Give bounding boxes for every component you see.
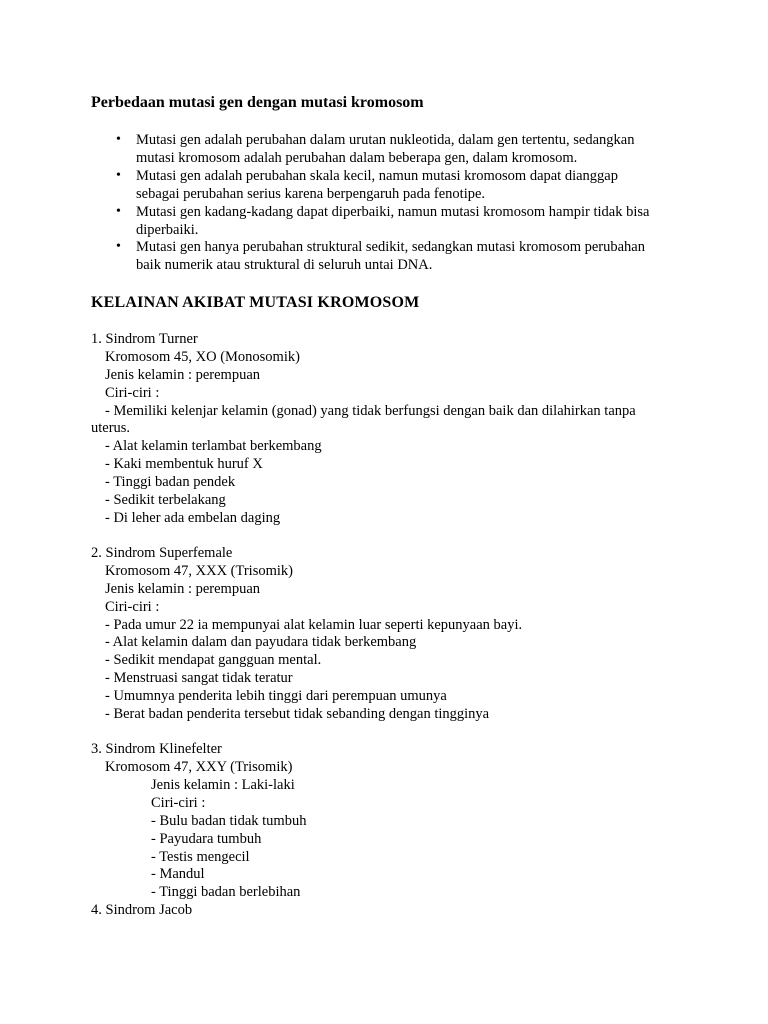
kromosom-line: Kromosom 45, XO (Monosomik) (105, 349, 300, 365)
ciri-item: uterus. (91, 420, 131, 436)
ciri-item: - Mandul (151, 866, 205, 882)
bullet-icon: • (116, 204, 121, 219)
ciri-item: - Testis mengecil (151, 849, 250, 865)
ciri-item: - Umumnya penderita lebih tinggi dari perempuan umunya (105, 688, 447, 704)
ciri-item: - Sedikit terbelakang (105, 492, 226, 508)
bullet-line: mutasi kromosom adalah perubahan dalam beberapa gen, dalam kromosom. (136, 150, 578, 166)
ciri-ciri-label: Ciri-ciri : (105, 385, 160, 401)
ciri-item: - Bulu badan tidak tumbuh (151, 813, 307, 829)
ciri-item: - Berat badan penderita tersebut tidak sebanding dengan tingginya (105, 706, 490, 722)
ciri-item: - Pada umur 22 ia mempunyai alat kelamin luar seperti kepunyaan bayi. (105, 617, 523, 633)
ciri-ciri-label: Ciri-ciri : (151, 795, 206, 811)
bullet-line: baik numerik atau struktural di seluruh untai DNA. (136, 257, 433, 273)
ciri-item: - Menstruasi sangat tidak teratur (105, 670, 293, 686)
ciri-item: - Payudara tumbuh (151, 831, 262, 847)
bullet-line: Mutasi gen hanya perubahan struktural sedikit, sedangkan mutasi kromosom perubahan (136, 239, 645, 255)
ciri-item: - Alat kelamin terlambat berkembang (105, 438, 322, 454)
syndrome-title: 1. Sindrom Turner (91, 331, 198, 347)
jenis-kelamin-line: Jenis kelamin : perempuan (105, 367, 261, 383)
bullet-icon: • (116, 168, 121, 183)
kromosom-line: Kromosom 47, XXY (Trisomik) (105, 759, 293, 775)
jenis-kelamin-line: Jenis kelamin : Laki-laki (151, 777, 295, 793)
bullet-line: Mutasi gen adalah perubahan skala kecil, namun mutasi kromosom dapat dianggap (136, 168, 618, 184)
syndrome-title: 4. Sindrom Jacob (91, 902, 193, 918)
ciri-item: - Di leher ada embelan daging (105, 510, 281, 526)
section-heading-perbedaan: Perbedaan mutasi gen dengan mutasi kromosom (91, 94, 424, 111)
bullet-line: diperbaiki. (136, 222, 199, 238)
section-heading-kelainan: KELAINAN AKIBAT MUTASI KROMOSOM (91, 294, 420, 311)
bullet-icon: • (116, 132, 121, 147)
bullet-line: sebagai perubahan serius karena berpengaruh pada fenotipe. (136, 186, 486, 202)
syndrome-title: 2. Sindrom Superfemale (91, 545, 233, 561)
bullet-line: Mutasi gen adalah perubahan dalam urutan nukleotida, dalam gen tertentu, sedangkan (136, 132, 635, 148)
syndrome-title: 3. Sindrom Klinefelter (91, 741, 222, 757)
ciri-item: - Tinggi badan berlebihan (151, 884, 301, 900)
kromosom-line: Kromosom 47, XXX (Trisomik) (105, 563, 293, 579)
ciri-item: - Alat kelamin dalam dan payudara tidak berkembang (105, 634, 417, 650)
jenis-kelamin-line: Jenis kelamin : perempuan (105, 581, 261, 597)
ciri-ciri-label: Ciri-ciri : (105, 599, 160, 615)
bullet-line: Mutasi gen kadang-kadang dapat diperbaiki, namun mutasi kromosom hampir tidak bisa (136, 204, 650, 220)
ciri-item: - Kaki membentuk huruf X (105, 456, 263, 472)
ciri-item: - Memiliki kelenjar kelamin (gonad) yang tidak berfungsi dengan baik dan dilahirkan tanpa (105, 403, 636, 419)
bullet-icon: • (116, 239, 121, 254)
ciri-item: - Sedikit mendapat gangguan mental. (105, 652, 322, 668)
ciri-item: - Tinggi badan pendek (105, 474, 236, 490)
